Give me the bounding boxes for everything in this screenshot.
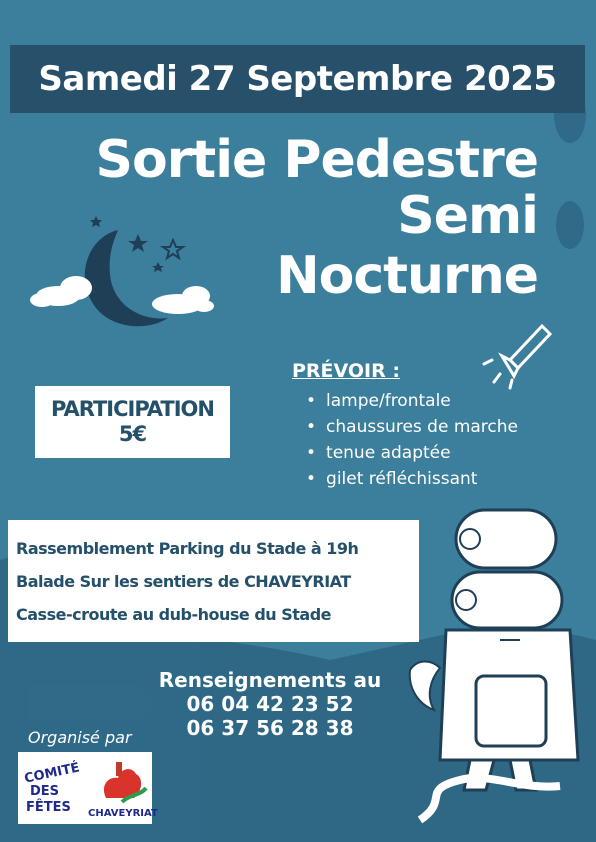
info-box (8, 520, 419, 642)
participation-box (35, 386, 230, 458)
logo-text-fetes: FÊTES (26, 800, 71, 815)
list-item: • chaussures de marche (306, 414, 518, 440)
backpack-hiker-icon (400, 490, 596, 842)
contact-block (150, 668, 390, 740)
info-line-meeting: Rassemblement Parking du Stade à 19h (16, 538, 359, 558)
contact-title: Renseignements au (158, 668, 382, 692)
title-line-2: Semi (397, 186, 538, 246)
logo-text-comite: COMITÉ (23, 760, 82, 787)
title-line-1: Sortie Pedestre (95, 130, 538, 190)
list-item: • tenue adaptée (306, 440, 518, 466)
logo-text-des: DES (30, 784, 60, 799)
organizer-label: Organisé par (28, 728, 132, 747)
rooster-icon (96, 758, 148, 808)
participation-price: 5€ (118, 422, 147, 446)
prevoir-title: PRÉVOIR : (292, 360, 400, 382)
event-date: Samedi 27 Septembre 2025 (38, 59, 557, 99)
list-item: • lampe/frontale (306, 388, 518, 414)
info-line-snack: Casse-croute au dub-house du Stade (16, 604, 332, 624)
prevoir-list (306, 388, 518, 492)
phone-number[interactable]: 06 04 42 23 52 (186, 692, 354, 716)
date-banner (10, 45, 585, 113)
flashlight-icon (480, 312, 560, 392)
signpost-icon (28, 676, 158, 726)
title-line-3: Nocturne (276, 246, 538, 306)
info-line-walk: Balade Sur les sentiers de CHAVEYRIAT (16, 571, 351, 591)
organizer-logo (18, 752, 158, 824)
moon-icon (28, 210, 218, 340)
phone-number[interactable]: 06 37 56 28 38 (186, 716, 354, 740)
participation-label: PARTICIPATION (51, 396, 214, 421)
logo-text-village: CHAVEYRIAT (88, 808, 158, 819)
list-item: • gilet réfléchissant (306, 466, 518, 492)
